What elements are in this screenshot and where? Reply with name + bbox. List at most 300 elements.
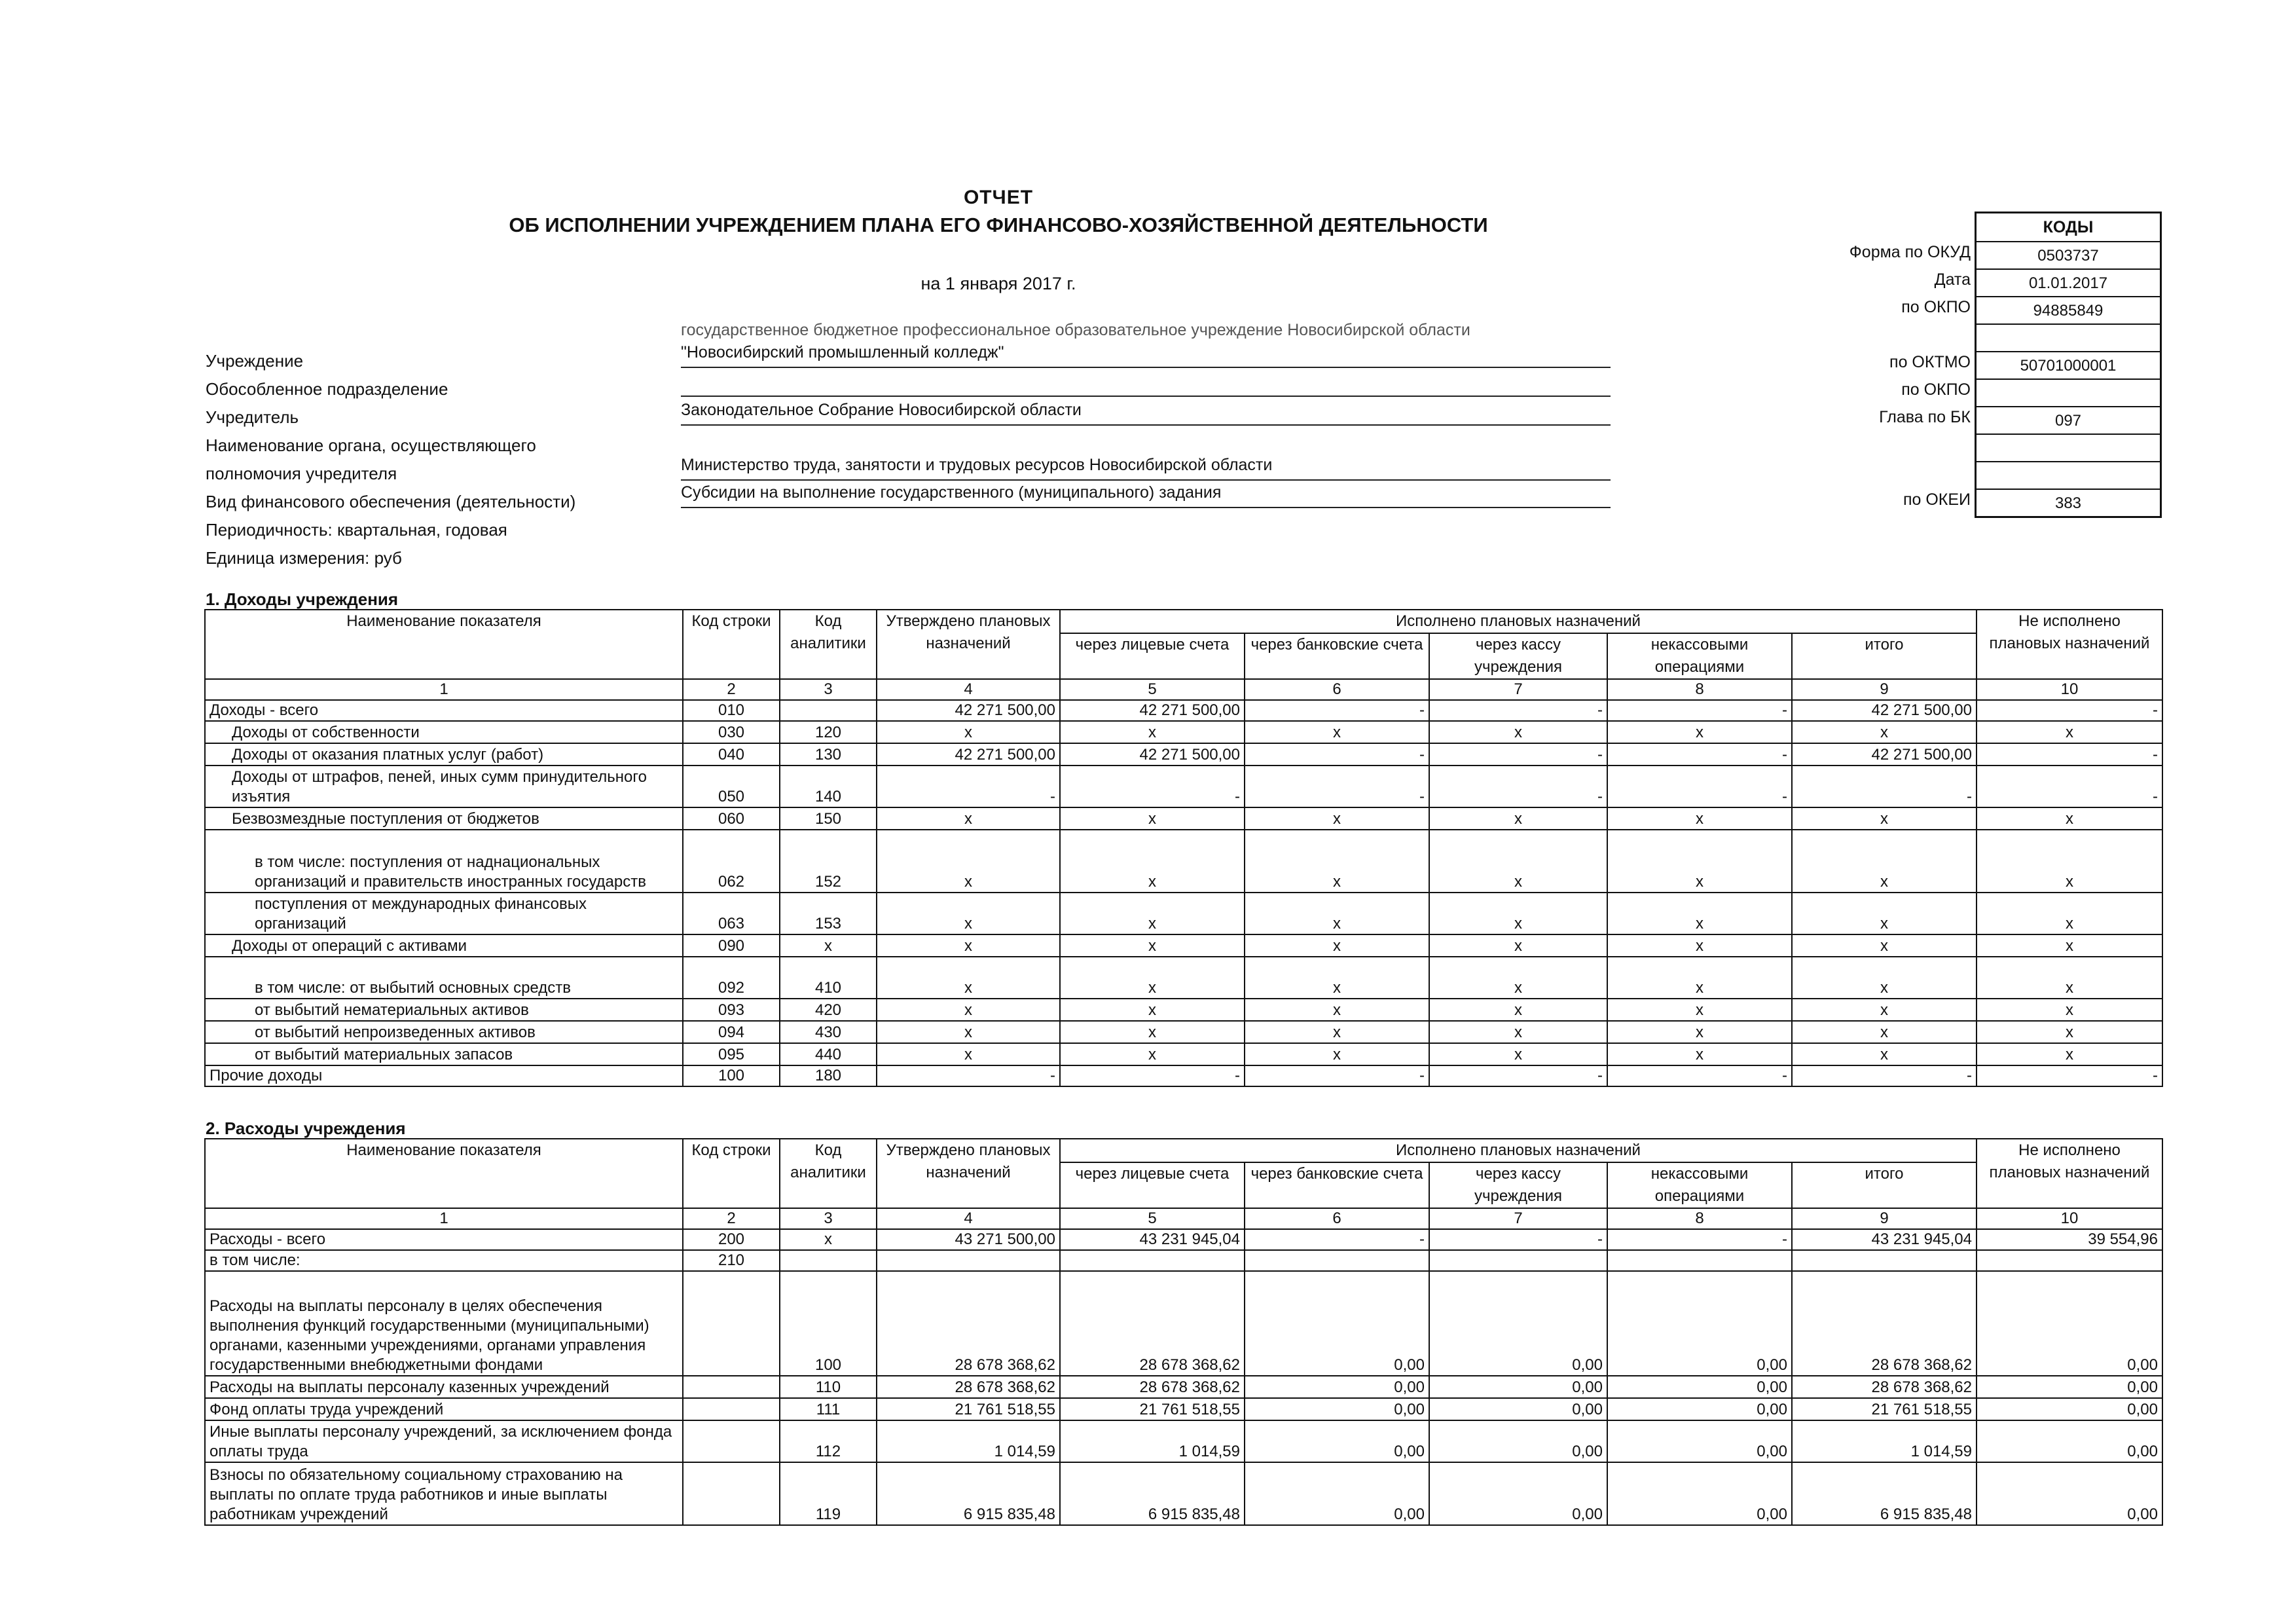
row-value: x xyxy=(1977,807,2162,830)
info-label: Единица измерения: руб xyxy=(206,548,402,568)
expenses-section-title: 2. Расходы учреждения xyxy=(206,1118,406,1138)
code-label xyxy=(1741,431,1971,458)
row-name: от выбытий непроизведенных активов xyxy=(205,1021,683,1043)
row-value: x xyxy=(1977,999,2162,1021)
code-label xyxy=(1741,458,1971,486)
row-value: 0,00 xyxy=(1429,1462,1607,1525)
row-value: x xyxy=(1607,999,1792,1021)
row-value: x xyxy=(1792,1043,1977,1065)
col-number: 1 xyxy=(205,679,683,700)
row-value: x xyxy=(1060,893,1245,934)
report-date: на 1 января 2017 г. xyxy=(920,274,1076,293)
row-code xyxy=(683,1271,780,1376)
code-label: по ОКПО xyxy=(1901,380,1971,399)
code-value: 0503737 xyxy=(1977,241,2160,268)
col-number: 1 xyxy=(205,1208,683,1229)
row-value: x xyxy=(1977,893,2162,934)
row-value: x xyxy=(1429,957,1607,999)
row-value: - xyxy=(1607,743,1792,766)
row-value: x xyxy=(1792,807,1977,830)
code-label xyxy=(1741,321,1971,348)
table-row xyxy=(205,1398,2162,1420)
row-value: x xyxy=(1060,1043,1245,1065)
row-value: - xyxy=(1792,766,1977,807)
header-row-code: Код строки xyxy=(683,1139,780,1208)
row-value: 0,00 xyxy=(1607,1376,1792,1398)
table-row xyxy=(205,1250,2162,1271)
code-value xyxy=(1977,323,2160,351)
header-total: итого xyxy=(1792,633,1977,679)
col-number: 2 xyxy=(683,679,780,700)
row-value: x xyxy=(1607,721,1792,743)
col-number: 10 xyxy=(1977,679,2162,700)
table-row xyxy=(205,700,2162,721)
row-analytic-code: 153 xyxy=(780,893,877,934)
row-value: 42 271 500,00 xyxy=(1792,700,1977,721)
row-value: x xyxy=(1607,893,1792,934)
info-label: полномочия учредителя xyxy=(206,464,397,483)
row-value: 28 678 368,62 xyxy=(1060,1271,1245,1376)
authority-value: Министерство труда, занятости и трудовых ресурсов Новосибирской области xyxy=(681,456,1611,481)
row-code: 040 xyxy=(683,743,780,766)
code-label: по ОКПО xyxy=(1901,298,1971,316)
row-value: x xyxy=(1607,957,1792,999)
header-bank-accounts: через банковские счета xyxy=(1245,633,1429,679)
row-name: Доходы от штрафов, пеней, иных сумм принудительного изъятия xyxy=(205,766,683,807)
row-value: 21 761 518,55 xyxy=(877,1398,1060,1420)
header-analytic-code: Код аналитики xyxy=(780,610,877,679)
row-code: 010 xyxy=(683,700,780,721)
code-value: 01.01.2017 xyxy=(1977,268,2160,296)
row-value: x xyxy=(1245,957,1429,999)
row-code: 095 xyxy=(683,1043,780,1065)
row-value: 0,00 xyxy=(1429,1398,1607,1420)
table-row xyxy=(205,999,2162,1021)
row-value: x xyxy=(1607,1043,1792,1065)
row-name: Расходы на выплаты персоналу казенных учреждений xyxy=(205,1376,683,1398)
header-total: итого xyxy=(1792,1162,1977,1208)
row-value: x xyxy=(1792,893,1977,934)
row-value: 1 014,59 xyxy=(1060,1420,1245,1462)
row-code xyxy=(683,1462,780,1525)
report-title: ОТЧЕТ xyxy=(963,187,1034,208)
row-value: x xyxy=(877,1021,1060,1043)
table-row xyxy=(205,1462,2162,1525)
row-value: 28 678 368,62 xyxy=(877,1271,1060,1376)
row-value: 6 915 835,48 xyxy=(877,1462,1060,1525)
row-value xyxy=(1245,1250,1429,1271)
col-number: 8 xyxy=(1607,679,1792,700)
header-not-executed: Не исполнено плановых назначений xyxy=(1977,1139,2162,1208)
row-value: x xyxy=(877,999,1060,1021)
row-value: 0,00 xyxy=(1977,1271,2162,1376)
row-value: - xyxy=(1245,766,1429,807)
row-value: - xyxy=(1429,743,1607,766)
table-row xyxy=(205,1021,2162,1043)
table-row xyxy=(205,957,2162,999)
col-number: 9 xyxy=(1792,1208,1977,1229)
row-value: x xyxy=(1977,830,2162,893)
info-label: Периодичность: квартальная, годовая xyxy=(206,520,507,540)
row-analytic-code: 140 xyxy=(780,766,877,807)
table-row xyxy=(205,934,2162,957)
col-number: 4 xyxy=(877,679,1060,700)
row-analytic-code: 440 xyxy=(780,1043,877,1065)
row-value: 42 271 500,00 xyxy=(1792,743,1977,766)
income-section-title: 1. Доходы учреждения xyxy=(206,589,399,609)
header-approved: Утверждено плановых назначений xyxy=(877,610,1060,679)
row-name: от выбытий нематериальных активов xyxy=(205,999,683,1021)
row-value xyxy=(1060,1250,1245,1271)
row-value: 0,00 xyxy=(1977,1376,2162,1398)
row-value: - xyxy=(1429,766,1607,807)
code-label: Форма по ОКУД xyxy=(1849,243,1971,261)
code-label: Дата xyxy=(1934,270,1971,289)
row-code: 210 xyxy=(683,1250,780,1271)
table-row xyxy=(205,721,2162,743)
row-value: 39 554,96 xyxy=(1977,1229,2162,1250)
row-value: x xyxy=(1792,934,1977,957)
row-name: в том числе: поступления от наднациональных организаций и правительств иностранных государств xyxy=(205,830,683,893)
table-row xyxy=(205,1376,2162,1398)
row-value: 0,00 xyxy=(1245,1271,1429,1376)
row-value: 0,00 xyxy=(1607,1420,1792,1462)
row-value: - xyxy=(1245,700,1429,721)
row-name: Прочие доходы xyxy=(205,1065,683,1086)
table-row xyxy=(205,766,2162,807)
row-value: x xyxy=(1429,934,1607,957)
row-value: x xyxy=(1977,721,2162,743)
codes-heading: КОДЫ xyxy=(2043,218,2094,236)
code-label: по ОКТМО xyxy=(1889,353,1971,371)
row-code: 060 xyxy=(683,807,780,830)
row-value: 6 915 835,48 xyxy=(1792,1462,1977,1525)
row-value: 42 271 500,00 xyxy=(1060,743,1245,766)
row-name: Иные выплаты персоналу учреждений, за исключением фонда оплаты труда xyxy=(205,1420,683,1462)
row-value: x xyxy=(1060,1021,1245,1043)
row-name: в том числе: xyxy=(205,1250,683,1271)
table-row xyxy=(205,1065,2162,1086)
table-row xyxy=(205,893,2162,934)
row-value: x xyxy=(1245,999,1429,1021)
row-value: 0,00 xyxy=(1607,1271,1792,1376)
row-value: - xyxy=(1429,1229,1607,1250)
row-value: x xyxy=(1429,721,1607,743)
row-value xyxy=(1977,1250,2162,1271)
row-value: 42 271 500,00 xyxy=(877,700,1060,721)
table-row xyxy=(205,1420,2162,1462)
row-name: Расходы на выплаты персоналу в целях обеспечения выполнения функций государственными (муниципальными) органами, казенными учреждениями, органами управления государственными внебюджетными фондами xyxy=(205,1271,683,1376)
row-analytic-code: x xyxy=(780,934,877,957)
row-value: x xyxy=(1429,1021,1607,1043)
institution-line-2: "Новосибирский промышленный колледж" xyxy=(681,343,1611,368)
row-name: Взносы по обязательному социальному страхованию на выплаты по оплате труда работников и иные выплаты работникам учреждений xyxy=(205,1462,683,1525)
row-name: Расходы - всего xyxy=(205,1229,683,1250)
row-code: 090 xyxy=(683,934,780,957)
header-name: Наименование показателя xyxy=(205,1139,683,1208)
col-number: 5 xyxy=(1060,1208,1245,1229)
expenses-table xyxy=(204,1138,2163,1526)
row-value: 0,00 xyxy=(1429,1376,1607,1398)
row-code: 063 xyxy=(683,893,780,934)
row-value: 43 231 945,04 xyxy=(1792,1229,1977,1250)
row-value: x xyxy=(1245,721,1429,743)
row-value: x xyxy=(877,893,1060,934)
row-value: x xyxy=(877,1043,1060,1065)
subdivision-line xyxy=(681,373,1611,397)
code-value: 94885849 xyxy=(1977,296,2160,323)
row-value: 0,00 xyxy=(1245,1420,1429,1462)
row-value: 0,00 xyxy=(1607,1462,1792,1525)
row-code: 093 xyxy=(683,999,780,1021)
header-not-executed: Не исполнено плановых назначений xyxy=(1977,610,2162,679)
row-value: x xyxy=(1060,934,1245,957)
row-value: 0,00 xyxy=(1977,1462,2162,1525)
codes-labels xyxy=(1741,238,1971,513)
income-rows xyxy=(205,700,2162,1086)
row-analytic-code: 180 xyxy=(780,1065,877,1086)
code-value xyxy=(1977,378,2160,406)
row-value xyxy=(1792,1250,1977,1271)
row-value: x xyxy=(1977,1043,2162,1065)
col-number: 7 xyxy=(1429,1208,1607,1229)
row-value xyxy=(877,1250,1060,1271)
row-name: Доходы от оказания платных услуг (работ) xyxy=(205,743,683,766)
row-code xyxy=(683,1420,780,1462)
row-analytic-code: 110 xyxy=(780,1376,877,1398)
row-value: - xyxy=(1245,1065,1429,1086)
row-value: - xyxy=(1245,743,1429,766)
col-number: 4 xyxy=(877,1208,1060,1229)
row-value: - xyxy=(1429,1065,1607,1086)
row-analytic-code xyxy=(780,700,877,721)
row-value: x xyxy=(1245,1021,1429,1043)
header-non-cash: некассовыми операциями xyxy=(1607,633,1792,679)
row-value: 43 231 945,04 xyxy=(1060,1229,1245,1250)
row-value: x xyxy=(1607,934,1792,957)
row-value: x xyxy=(1060,999,1245,1021)
row-value: x xyxy=(877,830,1060,893)
col-number: 6 xyxy=(1245,679,1429,700)
row-value: - xyxy=(1792,1065,1977,1086)
info-labels xyxy=(206,347,677,572)
row-value: x xyxy=(1429,999,1607,1021)
header-name: Наименование показателя xyxy=(205,610,683,679)
row-value: x xyxy=(1060,807,1245,830)
header-bank-accounts: через банковские счета xyxy=(1245,1162,1429,1208)
row-analytic-code: 410 xyxy=(780,957,877,999)
row-name: поступления от международных финансовых организаций xyxy=(205,893,683,934)
row-value: - xyxy=(1977,700,2162,721)
row-analytic-code: 430 xyxy=(780,1021,877,1043)
col-number: 3 xyxy=(780,679,877,700)
row-value xyxy=(1607,1250,1792,1271)
header-non-cash: некассовыми операциями xyxy=(1607,1162,1792,1208)
row-code: 062 xyxy=(683,830,780,893)
row-name: Безвозмездные поступления от бюджетов xyxy=(205,807,683,830)
row-value: - xyxy=(1607,1229,1792,1250)
table-row xyxy=(205,1043,2162,1065)
row-value: x xyxy=(1245,1043,1429,1065)
row-code: 094 xyxy=(683,1021,780,1043)
row-value: 43 271 500,00 xyxy=(877,1229,1060,1250)
header-executed: Исполнено плановых назначений xyxy=(1060,610,1977,633)
row-value: x xyxy=(1977,934,2162,957)
row-value: x xyxy=(1060,721,1245,743)
row-value: x xyxy=(1977,957,2162,999)
codes-box xyxy=(1975,212,2162,518)
header-cash-desk: через кассу учреждения xyxy=(1429,633,1607,679)
row-value: x xyxy=(1245,830,1429,893)
row-value: x xyxy=(1429,807,1607,830)
header-approved: Утверждено плановых назначений xyxy=(877,1139,1060,1208)
row-analytic-code: 420 xyxy=(780,999,877,1021)
row-value: x xyxy=(1607,830,1792,893)
row-analytic-code: 150 xyxy=(780,807,877,830)
row-code xyxy=(683,1398,780,1420)
row-value: 28 678 368,62 xyxy=(1060,1376,1245,1398)
row-value: 1 014,59 xyxy=(877,1420,1060,1462)
info-label: Вид финансового обеспечения (деятельности) xyxy=(206,492,576,511)
row-value: x xyxy=(1245,934,1429,957)
row-code: 030 xyxy=(683,721,780,743)
row-value: x xyxy=(1060,957,1245,999)
row-analytic-code: 100 xyxy=(780,1271,877,1376)
row-value: 28 678 368,62 xyxy=(877,1376,1060,1398)
row-value: 28 678 368,62 xyxy=(1792,1271,1977,1376)
header-row-code: Код строки xyxy=(683,610,780,679)
row-value: x xyxy=(877,807,1060,830)
row-value: 0,00 xyxy=(1429,1271,1607,1376)
header-personal-accounts: через лицевые счета xyxy=(1060,633,1245,679)
col-number: 6 xyxy=(1245,1208,1429,1229)
row-value: - xyxy=(1060,1065,1245,1086)
code-value: 50701000001 xyxy=(1977,351,2160,378)
row-value: x xyxy=(1245,807,1429,830)
row-value: x xyxy=(1792,999,1977,1021)
row-value: - xyxy=(1060,766,1245,807)
code-value xyxy=(1977,461,2160,489)
row-value: - xyxy=(877,1065,1060,1086)
col-number: 7 xyxy=(1429,679,1607,700)
row-value: - xyxy=(1977,766,2162,807)
row-value: x xyxy=(1792,1021,1977,1043)
row-value: x xyxy=(1245,893,1429,934)
row-name: Доходы от собственности xyxy=(205,721,683,743)
row-value: x xyxy=(877,721,1060,743)
row-value: 0,00 xyxy=(1607,1398,1792,1420)
founder-value: Законодательное Собрание Новосибирской области xyxy=(681,401,1611,426)
row-value: x xyxy=(1977,1021,2162,1043)
code-label: Глава по БК xyxy=(1879,408,1971,426)
row-value: - xyxy=(1429,700,1607,721)
row-value xyxy=(1429,1250,1607,1271)
table-row xyxy=(205,1271,2162,1376)
row-analytic-code: 112 xyxy=(780,1420,877,1462)
row-value: - xyxy=(1607,1065,1792,1086)
row-value: - xyxy=(1607,766,1792,807)
row-code: 050 xyxy=(683,766,780,807)
row-code: 100 xyxy=(683,1065,780,1086)
row-value: x xyxy=(1792,721,1977,743)
income-table xyxy=(204,609,2163,1087)
row-value: 1 014,59 xyxy=(1792,1420,1977,1462)
col-number: 8 xyxy=(1607,1208,1792,1229)
row-value: 42 271 500,00 xyxy=(1060,700,1245,721)
row-analytic-code: 120 xyxy=(780,721,877,743)
row-name: Фонд оплаты труда учреждений xyxy=(205,1398,683,1420)
row-value: x xyxy=(877,934,1060,957)
row-value: 0,00 xyxy=(1245,1398,1429,1420)
row-analytic-code: x xyxy=(780,1229,877,1250)
finance-type-value: Субсидии на выполнение государственного (муниципального) задания xyxy=(681,483,1611,508)
row-value: x xyxy=(1060,830,1245,893)
row-name: Доходы от операций с активами xyxy=(205,934,683,957)
institution-line-1: государственное бюджетное профессиональное образовательное учреждение Новосибирской области xyxy=(681,321,1470,339)
row-value: x xyxy=(1429,893,1607,934)
table-row xyxy=(205,807,2162,830)
row-code: 200 xyxy=(683,1229,780,1250)
row-value: 0,00 xyxy=(1245,1376,1429,1398)
header-executed: Исполнено плановых назначений xyxy=(1060,1139,1977,1162)
header-cash-desk: через кассу учреждения xyxy=(1429,1162,1607,1208)
code-value xyxy=(1977,434,2160,461)
table-row xyxy=(205,1229,2162,1250)
row-analytic-code: 111 xyxy=(780,1398,877,1420)
col-number: 5 xyxy=(1060,679,1245,700)
row-value: x xyxy=(1607,807,1792,830)
row-value: 42 271 500,00 xyxy=(877,743,1060,766)
row-value: x xyxy=(1607,1021,1792,1043)
row-value: - xyxy=(1977,1065,2162,1086)
col-number: 3 xyxy=(780,1208,877,1229)
row-code: 092 xyxy=(683,957,780,999)
row-analytic-code: 152 xyxy=(780,830,877,893)
row-code xyxy=(683,1376,780,1398)
row-value: - xyxy=(877,766,1060,807)
info-label: Учреждение xyxy=(206,351,304,371)
row-name: в том числе: от выбытий основных средств xyxy=(205,957,683,999)
row-value: 28 678 368,62 xyxy=(1792,1376,1977,1398)
row-value: 0,00 xyxy=(1245,1462,1429,1525)
row-value: - xyxy=(1607,700,1792,721)
row-value: x xyxy=(1792,830,1977,893)
row-value: x xyxy=(1429,830,1607,893)
col-number: 2 xyxy=(683,1208,780,1229)
report-subtitle: ОБ ИСПОЛНЕНИИ УЧРЕЖДЕНИЕМ ПЛАНА ЕГО ФИНАНСОВО-ХОЗЯЙСТВЕННОЙ ДЕЯТЕЛЬНОСТИ xyxy=(509,213,1488,236)
row-name: от выбытий материальных запасов xyxy=(205,1043,683,1065)
expenses-rows xyxy=(205,1229,2162,1525)
row-value: x xyxy=(1429,1043,1607,1065)
header-analytic-code: Код аналитики xyxy=(780,1139,877,1208)
row-value: 0,00 xyxy=(1977,1398,2162,1420)
info-label: Наименование органа, осуществляющего xyxy=(206,435,536,455)
code-label: по ОКЕИ xyxy=(1903,490,1971,509)
info-label: Обособленное подразделение xyxy=(206,379,448,399)
row-value: 21 761 518,55 xyxy=(1060,1398,1245,1420)
row-name: Доходы - всего xyxy=(205,700,683,721)
code-value: 097 xyxy=(1977,406,2160,434)
info-label: Учредитель xyxy=(206,407,299,427)
row-value: x xyxy=(877,957,1060,999)
row-analytic-code: 119 xyxy=(780,1462,877,1525)
header-personal-accounts: через лицевые счета xyxy=(1060,1162,1245,1208)
code-value: 383 xyxy=(1977,489,2160,516)
row-value: - xyxy=(1245,1229,1429,1250)
table-row xyxy=(205,830,2162,893)
row-analytic-code: 130 xyxy=(780,743,877,766)
row-value: 0,00 xyxy=(1429,1420,1607,1462)
